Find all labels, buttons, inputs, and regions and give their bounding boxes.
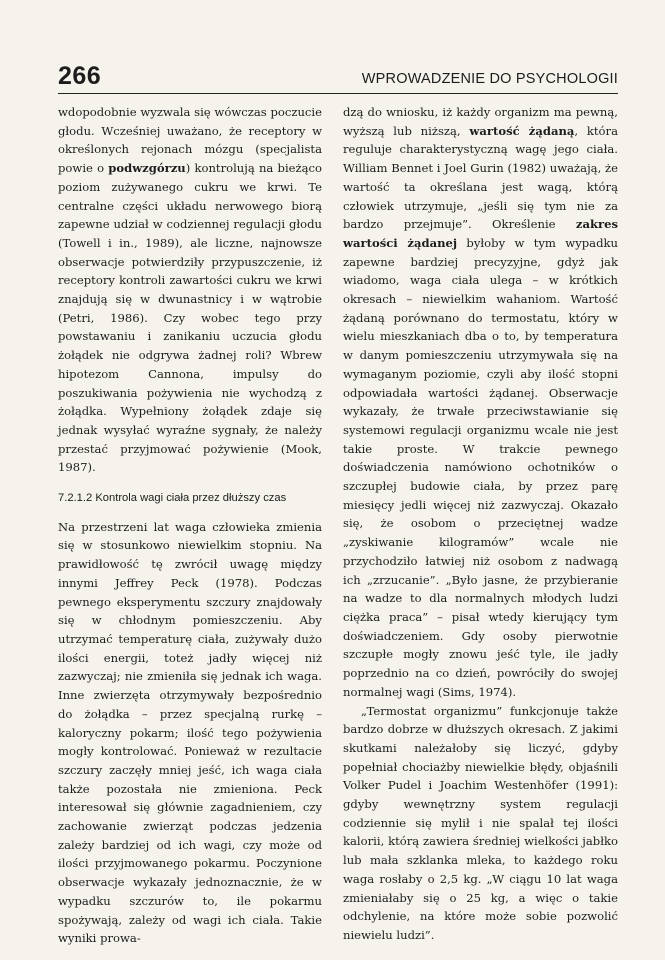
bold-term: podwzgórzu xyxy=(108,161,186,176)
paragraph xyxy=(58,103,322,477)
header-rule xyxy=(58,93,618,94)
right-column xyxy=(343,103,618,945)
left-column xyxy=(58,103,322,948)
text-run: ) kontrolują na bieżąco poziom zużywanego cukru we krwi. Te centralne części układu nerwowego biorą zapewne udział w codziennej regulacji głodu (Towell i in., 1989), ale liczne, najnowsze obserwacje potwierdziły przypuszczenie, iż receptory kontroli zawartości cukru we krwi znajdują się w dwunastnicy i w wątrobie (Petri, 1986). Czy wobec tego przy powstawaniu i zanikaniu uczucia głodu żołądek nie odgrywa żadnej roli? Wbrew hipotezom Cannona, impulsy do poszukiwania pożywienia nie wychodzą z żołądka. Wypełniony żołądek zdaje się jednak wysyłać wyraźne sygnały, że należy przestać przyjmować pożywienie (Mook, 1987). xyxy=(58,161,323,475)
text-run: wdopodobnie wyzwala się wówczas poczucie głodu. Wcześniej uważano, że receptory w określonych rejonach mózgu (specjalista powie o xyxy=(58,105,322,176)
page-number: 266 xyxy=(58,62,102,90)
paragraph: Na przestrzeni lat waga człowieka zmienia się w stosunkowo niewielkim stopniu. Na prawidłowość tę zwrócił uwagę między innymi Jeffrey Peck (1978). Podczas pewnego eksperymentu szczury znajdowały się w chłodnym pomieszczeniu. Aby utrzymać temperaturę ciała, zużywały dużo ilości energii, toteż jadły więcej niż zazwyczaj; nie zmieniła się jednak ich waga. Inne zwierzęta otrzymywały bezpośrednio do żołądka – przez specjalną rurkę – kaloryczny pokarm; ilość tego pożywienia mogły kontrolować. Ponieważ w rezultacie szczury zaczęły mniej jeść, ich waga ciała także pozostała nie zmieniona. Peck interesował się głównie zagadnieniem, czy zachowanie zwierząt podczas jedzenia zależy bardziej od ich wagi, czy może od ilości przyjmowanego pokarmu. Poczynione obserwacje wykazały jednoznacznie, że w wypadku szczurów to, ile pokarmu spożywają, zależy od wagi ich ciała. Takie wyniki prowa- xyxy=(58,519,322,946)
text-run: byłoby w tym wypadku zapewne bardziej precyzyjne, gdyż jak wiadomo, waga ciała ulega – w krótkich okresach – niewielkim wahaniom. Wartość żądaną porównano do termostatu, który w wielu mieszkaniach dba o to, by temperatura w danym pomieszczeniu utrzymywała się na wymaganym poziomie, czyli aby ilość stopni odpowiadała wartości żądanej. Obserwacje wykazały, że trwałe przeciwstawianie się systemowi regulacji organizmu wcale nie jest takie proste. W trakcie pewnego doświadczenia namówiono ochotników o szczupłej budowie ciała, by przez parę miesięcy jedli więcej niż zazwyczaj. Okazało się, że osobom o przeciętnej wadze „zyskiwanie kilogramów” wcale nie przychodziło łatwiej niż osobom z nadwagą ich „zrzucanie”. „Było jasne, że przybieranie na wadze to dla normalnych młodych ludzi ciężka praca” – pisał wtedy kierujący tym doświadczeniem. Gdy osoby pierwotnie szczupłe mogły znowu jeść tyle, ile jadły poprzednio na co dzień, powróciły do swojej normalnej wagi (Sims, 1974). xyxy=(343,235,618,699)
bold-term: zakres wartości żądanej xyxy=(343,217,618,250)
text-run: , która reguluje charakterystyczną wagę jego ciała. William Bennet i Joel Gurin (1982) uważają, że wartość ta określana jest wagą, którą człowiek utrzymuje, „jeśli się tym nie za bardzo przejmuje”. Określenie xyxy=(343,123,618,232)
page-header xyxy=(58,62,618,94)
running-title: WPROWADZENIE DO PSYCHOLOGII xyxy=(361,71,618,87)
bold-term: wartość żądaną xyxy=(469,123,575,138)
section-heading: 7.2.1.2 Kontrola wagi ciała przez dłuższy czas xyxy=(58,492,287,505)
paragraph: „Termostat organizmu” funkcjonuje także bardzo dobrze w dłuższych okresach. Z jakimi skutkami należałoby się liczyć, gdyby popełniał chociażby niewielkie błędy, objaśnili Volker Pudel i Joachim Westenhöfer (1991): gdyby wewnętrzny system regulacji codziennie się mylił i nie spalał tej ilości kalorii, którą zawiera średniej wielkości jabłko lub mała szklanka mleka, to każdego roku waga rosłaby o 2,5 kg. „W ciągu 10 lat waga zmieniałaby się o 25 kg, a więc o takie odchylenie, na które może sobie pozwolić niewielu ludzi”. xyxy=(343,703,618,942)
paragraph xyxy=(343,103,618,702)
text-run: dzą do wniosku, iż każdy organizm ma pewną, wyższą lub niższą, xyxy=(343,105,618,138)
